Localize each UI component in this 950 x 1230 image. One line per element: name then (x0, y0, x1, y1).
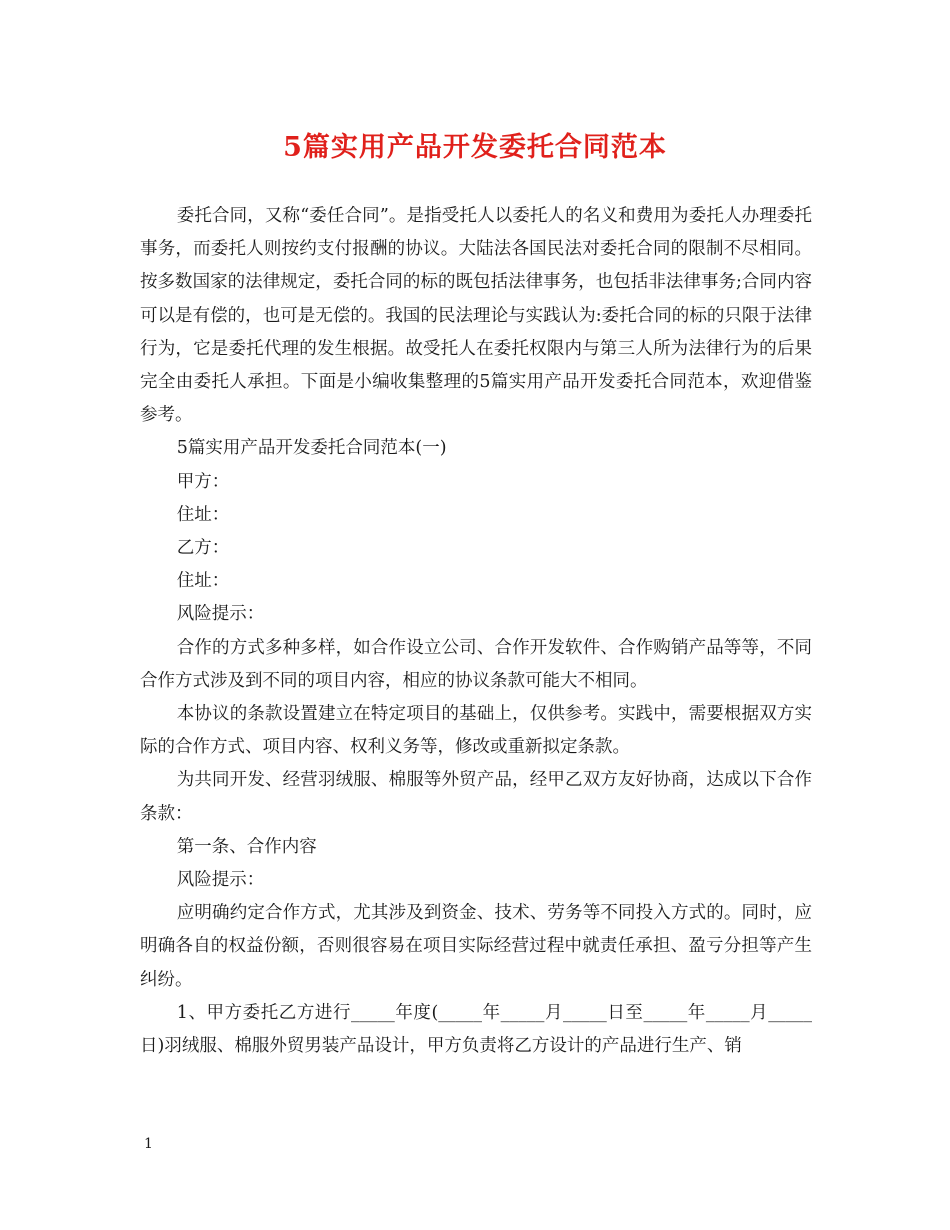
article-one-heading: 第一条、合作内容 (176, 836, 317, 857)
section-heading-contract-one: 5篇实用产品开发委托合同范本(一) (176, 438, 447, 459)
clause-1: 1、甲方委托乙方进行_____年度(_____年_____月_____日至_____年_____月_____日)羽绒服、棉服外贸男装产品设计，甲方负责将乙方设计的产品进行生产、销 (140, 1002, 812, 1057)
paragraph-reference-only: 本协议的条款设置建立在特定项目的基础上，仅供参考。实践中，需要根据双方实际的合作方式、项目内容、权利义务等，修改或重新拟定条款。 (140, 704, 812, 758)
party-b-address-label: 住址： (176, 571, 230, 592)
party-a-address-label: 住址： (176, 504, 230, 525)
document-body (140, 200, 812, 1063)
risk-notice-heading: 风险提示： (176, 604, 265, 625)
paragraph-cooperation-terms: 应明确约定合作方式，尤其涉及到资金、技术、劳务等不同投入方式的。同时，应明确各自的权益份额，否则很容易在项目实际经营过程中就责任承担、盈亏分担等产生纠纷。 (140, 903, 812, 990)
paragraph-purpose: 为共同开发、经营羽绒服、棉服等外贸产品，经甲乙双方友好协商，达成以下合作条款： (140, 770, 812, 824)
party-a-label: 甲方： (176, 471, 230, 492)
page-number: 1 (144, 1136, 153, 1152)
paragraph-cooperation-types: 合作的方式多种多样，如合作设立公司、合作开发软件、合作购销产品等等，不同合作方式涉及到不同的项目内容，相应的协议条款可能大不相同。 (140, 637, 812, 691)
party-b-label: 乙方： (176, 538, 230, 559)
document-title: 5篇实用产品开发委托合同范本 (283, 132, 667, 163)
paragraph-intro: 委托合同，又称“委任合同”。是指受托人以委托人的名义和费用为委托人办理委托事务，而委托人则按约支付报酬的协议。大陆法各国民法对委托合同的限制不尽相同。按多数国家的法律规定，委托合同的标的既包括法律事务，也包括非法律事务;合同内容可以是有偿的，也可是无偿的。我国的民法理论与实践认为:委托合同的标的只限于法律行为，它是委托代理的发生根据。故受托人在委托权限内与第三人所为法律行为的后果完全由委托人承担。下面是小编收集整理的5篇实用产品开发委托合同范本，欢迎借鉴参考。 (140, 206, 812, 426)
risk-notice-heading-2: 风险提示： (176, 870, 265, 891)
